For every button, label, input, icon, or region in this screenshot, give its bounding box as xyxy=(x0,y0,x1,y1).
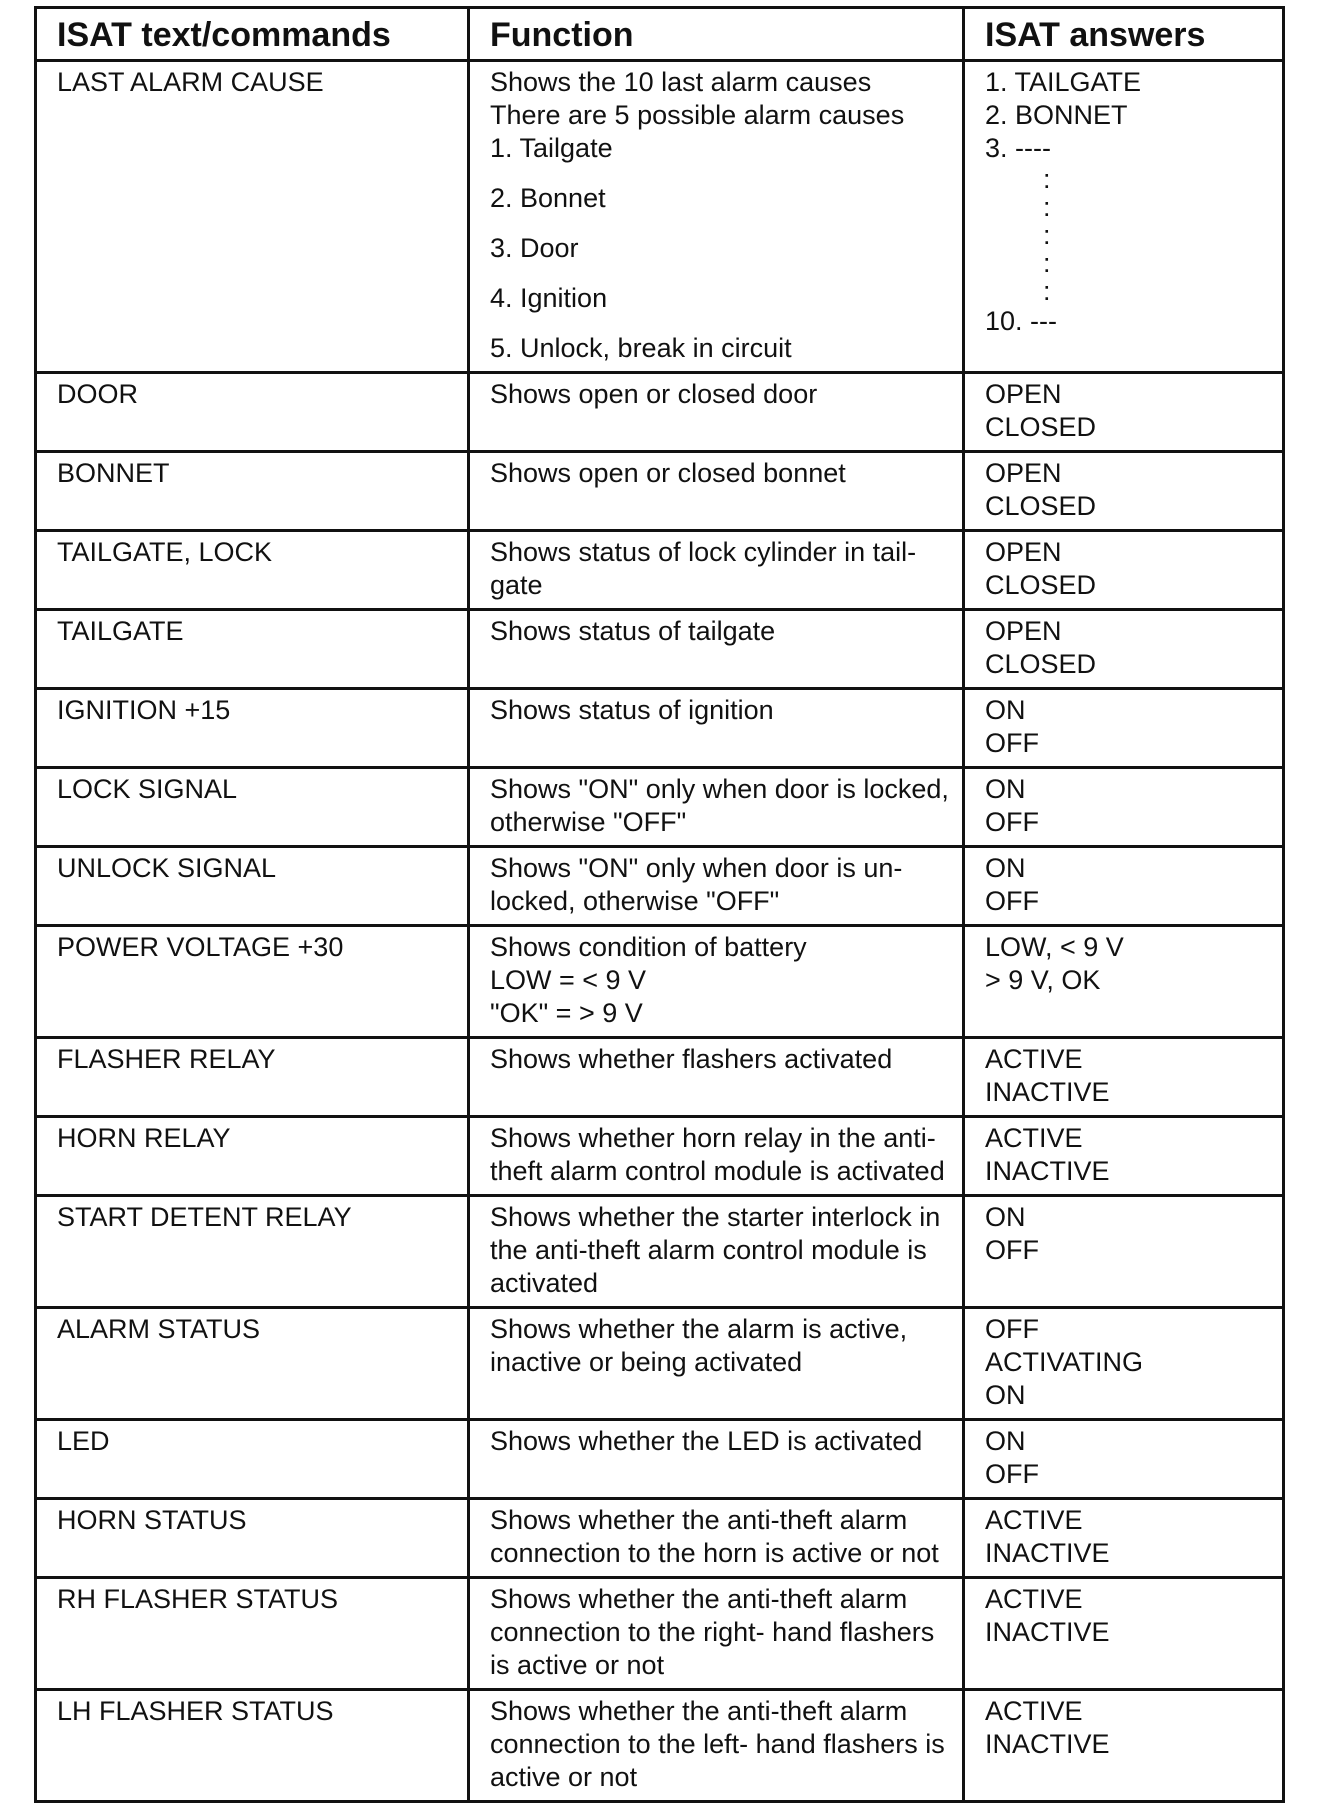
function-line: Shows open or closed bonnet xyxy=(490,458,846,488)
command-text: HORN RELAY xyxy=(57,1123,231,1153)
ellipsis-dot: : xyxy=(1043,164,1051,194)
command-text: LOCK SIGNAL xyxy=(57,774,238,804)
command-cell xyxy=(36,1690,469,1802)
answer-line: 3. ---- xyxy=(985,133,1051,163)
function-line: Shows whether the anti-theft alarm xyxy=(490,1696,908,1726)
answer-line: OPEN xyxy=(985,537,1062,567)
answer-line: 10. --- xyxy=(985,306,1058,336)
command-cell xyxy=(36,1038,469,1117)
function-line: Shows the 10 last alarm causes xyxy=(490,67,872,97)
answers-cell xyxy=(964,1499,1284,1578)
function-line: Shows status of lock cylinder in tail- xyxy=(490,537,917,567)
answer-line: ACTIVATING xyxy=(985,1347,1144,1377)
function-line: connection to the left- hand flashers is xyxy=(490,1729,945,1759)
function-line: connection to the right- hand flashers xyxy=(490,1617,935,1647)
function-line: activated xyxy=(490,1268,599,1298)
answers-cell xyxy=(964,847,1284,926)
function-line: Shows whether flashers activated xyxy=(490,1044,893,1074)
function-line: Shows "ON" only when door is un- xyxy=(490,853,903,883)
answer-line: ACTIVE xyxy=(985,1123,1083,1153)
function-line: 2. Bonnet xyxy=(490,183,606,213)
answer-line: OPEN xyxy=(985,458,1062,488)
function-cell xyxy=(469,926,964,1038)
function-cell xyxy=(469,373,964,452)
function-line: gate xyxy=(490,570,543,600)
answer-line: ACTIVE xyxy=(985,1584,1083,1614)
table-row xyxy=(36,1308,1284,1420)
table-row xyxy=(36,1117,1284,1196)
answers-cell xyxy=(964,61,1284,373)
answer-line: CLOSED xyxy=(985,649,1097,679)
answers-cell xyxy=(964,1578,1284,1690)
table-row xyxy=(36,452,1284,531)
command-text: LAST ALARM CAUSE xyxy=(57,67,324,97)
function-line: is active or not xyxy=(490,1650,665,1680)
command-text: POWER VOLTAGE +30 xyxy=(57,932,344,962)
function-line: inactive or being activated xyxy=(490,1347,803,1377)
function-cell xyxy=(469,1690,964,1802)
function-cell xyxy=(469,1117,964,1196)
command-cell xyxy=(36,1308,469,1420)
function-line: 4. Ignition xyxy=(490,283,608,313)
function-cell xyxy=(469,610,964,689)
command-cell xyxy=(36,531,469,610)
command-cell xyxy=(36,61,469,373)
function-cell xyxy=(469,847,964,926)
function-cell xyxy=(469,1308,964,1420)
answer-line: 1. TAILGATE xyxy=(985,67,1142,97)
table-row xyxy=(36,689,1284,768)
header-answers: ISAT answers xyxy=(964,8,1284,61)
answer-line: OFF xyxy=(985,1459,1039,1489)
command-cell xyxy=(36,1117,469,1196)
function-cell xyxy=(469,452,964,531)
answer-line: OFF xyxy=(985,728,1039,758)
answer-line: OFF xyxy=(985,1235,1039,1265)
answer-line: ON xyxy=(985,1426,1026,1456)
function-line: locked, otherwise "OFF" xyxy=(490,886,780,916)
answer-line: ACTIVE xyxy=(985,1696,1083,1726)
table-body xyxy=(36,61,1284,1802)
ellipsis-dot: : xyxy=(1043,276,1051,306)
function-line: Shows whether the starter interlock in xyxy=(490,1202,941,1232)
command-text: ALARM STATUS xyxy=(57,1314,261,1344)
function-line: LOW = < 9 V xyxy=(490,965,647,995)
function-line: Shows whether the alarm is active, xyxy=(490,1314,908,1344)
function-line: otherwise "OFF" xyxy=(490,807,687,837)
answer-line: ACTIVE xyxy=(985,1505,1083,1535)
function-line: Shows whether the anti-theft alarm xyxy=(490,1505,908,1535)
command-text: IGNITION +15 xyxy=(57,695,231,725)
answers-cell xyxy=(964,1196,1284,1308)
answer-line: 2. BONNET xyxy=(985,100,1128,130)
function-line: active or not xyxy=(490,1762,638,1792)
function-line: theft alarm control module is activated xyxy=(490,1156,945,1186)
command-cell xyxy=(36,768,469,847)
answer-line: INACTIVE xyxy=(985,1538,1110,1568)
answer-line: CLOSED xyxy=(985,570,1097,600)
function-line: "OK" = > 9 V xyxy=(490,998,643,1028)
answer-line: INACTIVE xyxy=(985,1617,1110,1647)
command-cell xyxy=(36,1499,469,1578)
command-text: DOOR xyxy=(57,379,138,409)
function-line: Shows whether horn relay in the anti- xyxy=(490,1123,936,1153)
table-row xyxy=(36,1578,1284,1690)
command-cell xyxy=(36,1196,469,1308)
command-text: LH FLASHER STATUS xyxy=(57,1696,334,1726)
answer-line: > 9 V, OK xyxy=(985,965,1101,995)
function-line: Shows open or closed door xyxy=(490,379,818,409)
table-row xyxy=(36,1499,1284,1578)
function-line: Shows status of ignition xyxy=(490,695,774,725)
table-row xyxy=(36,768,1284,847)
answer-line: ON xyxy=(985,1380,1026,1410)
function-cell xyxy=(469,61,964,373)
command-text: TAILGATE, LOCK xyxy=(57,537,273,567)
table-row xyxy=(36,531,1284,610)
answer-line: OFF xyxy=(985,886,1039,916)
table-row xyxy=(36,1038,1284,1117)
command-cell xyxy=(36,847,469,926)
command-cell xyxy=(36,1578,469,1690)
header-function: Function xyxy=(469,8,964,61)
answers-cell xyxy=(964,1117,1284,1196)
answers-cell xyxy=(964,768,1284,847)
answer-line: ON xyxy=(985,853,1026,883)
answers-cell xyxy=(964,1308,1284,1420)
command-text: FLASHER RELAY xyxy=(57,1044,276,1074)
function-line: Shows status of tailgate xyxy=(490,616,776,646)
answer-line: LOW, < 9 V xyxy=(985,932,1124,962)
function-cell xyxy=(469,1038,964,1117)
command-text: RH FLASHER STATUS xyxy=(57,1584,339,1614)
function-line: 5. Unlock, break in circuit xyxy=(490,333,792,363)
function-cell xyxy=(469,1196,964,1308)
answers-cell xyxy=(964,689,1284,768)
answer-line: CLOSED xyxy=(985,491,1097,521)
command-cell xyxy=(36,926,469,1038)
function-cell xyxy=(469,1578,964,1690)
answers-cell xyxy=(964,1690,1284,1802)
answers-cell xyxy=(964,531,1284,610)
answers-cell xyxy=(964,452,1284,531)
table-row xyxy=(36,847,1284,926)
answer-line: ACTIVE xyxy=(985,1044,1083,1074)
header-commands: ISAT text/commands xyxy=(36,8,469,61)
table-row xyxy=(36,1196,1284,1308)
function-line: Shows whether the LED is activated xyxy=(490,1426,923,1456)
function-cell xyxy=(469,768,964,847)
answer-line: OFF xyxy=(985,807,1039,837)
table-row xyxy=(36,373,1284,452)
answers-cell xyxy=(964,1420,1284,1499)
answers-cell xyxy=(964,610,1284,689)
command-cell xyxy=(36,1420,469,1499)
answer-line: INACTIVE xyxy=(985,1077,1110,1107)
answers-cell xyxy=(964,373,1284,452)
answer-line: OPEN xyxy=(985,379,1062,409)
function-line: Shows "ON" only when door is locked, xyxy=(490,774,949,804)
command-cell xyxy=(36,689,469,768)
function-cell xyxy=(469,531,964,610)
table-row xyxy=(36,61,1284,373)
table-row xyxy=(36,926,1284,1038)
function-line: 1. Tailgate xyxy=(490,133,613,163)
function-cell xyxy=(469,1420,964,1499)
command-cell xyxy=(36,373,469,452)
answer-line: CLOSED xyxy=(985,412,1097,442)
answer-line: ON xyxy=(985,774,1026,804)
function-line: There are 5 possible alarm causes xyxy=(490,100,905,130)
function-cell xyxy=(469,689,964,768)
answers-cell xyxy=(964,926,1284,1038)
ellipsis-dot: : xyxy=(1043,248,1051,278)
function-line: connection to the horn is active or not xyxy=(490,1538,939,1568)
answers-cell xyxy=(964,1038,1284,1117)
answer-line: OPEN xyxy=(985,616,1062,646)
answer-line: INACTIVE xyxy=(985,1729,1110,1759)
function-line: Shows whether the anti-theft alarm xyxy=(490,1584,908,1614)
function-line: 3. Door xyxy=(490,233,579,263)
table-row xyxy=(36,1690,1284,1802)
ellipsis-dot: : xyxy=(1043,192,1051,222)
table-row xyxy=(36,610,1284,689)
table-row xyxy=(36,1420,1284,1499)
function-line: the anti-theft alarm control module is xyxy=(490,1235,927,1265)
command-text: START DETENT RELAY xyxy=(57,1202,352,1232)
command-text: BONNET xyxy=(57,458,170,488)
answer-line: ON xyxy=(985,695,1026,725)
ellipsis-dot: : xyxy=(1043,220,1051,250)
header-row xyxy=(36,8,1284,61)
command-cell xyxy=(36,610,469,689)
function-cell xyxy=(469,1499,964,1578)
command-text: HORN STATUS xyxy=(57,1505,247,1535)
command-cell xyxy=(36,452,469,531)
answer-line: INACTIVE xyxy=(985,1156,1110,1186)
function-line: Shows condition of battery xyxy=(490,932,807,962)
answer-line: ON xyxy=(985,1202,1026,1232)
answer-line: OFF xyxy=(985,1314,1039,1344)
command-text: UNLOCK SIGNAL xyxy=(57,853,277,883)
command-text: LED xyxy=(57,1426,110,1456)
isat-commands-table xyxy=(34,6,1285,1803)
command-text: TAILGATE xyxy=(57,616,184,646)
